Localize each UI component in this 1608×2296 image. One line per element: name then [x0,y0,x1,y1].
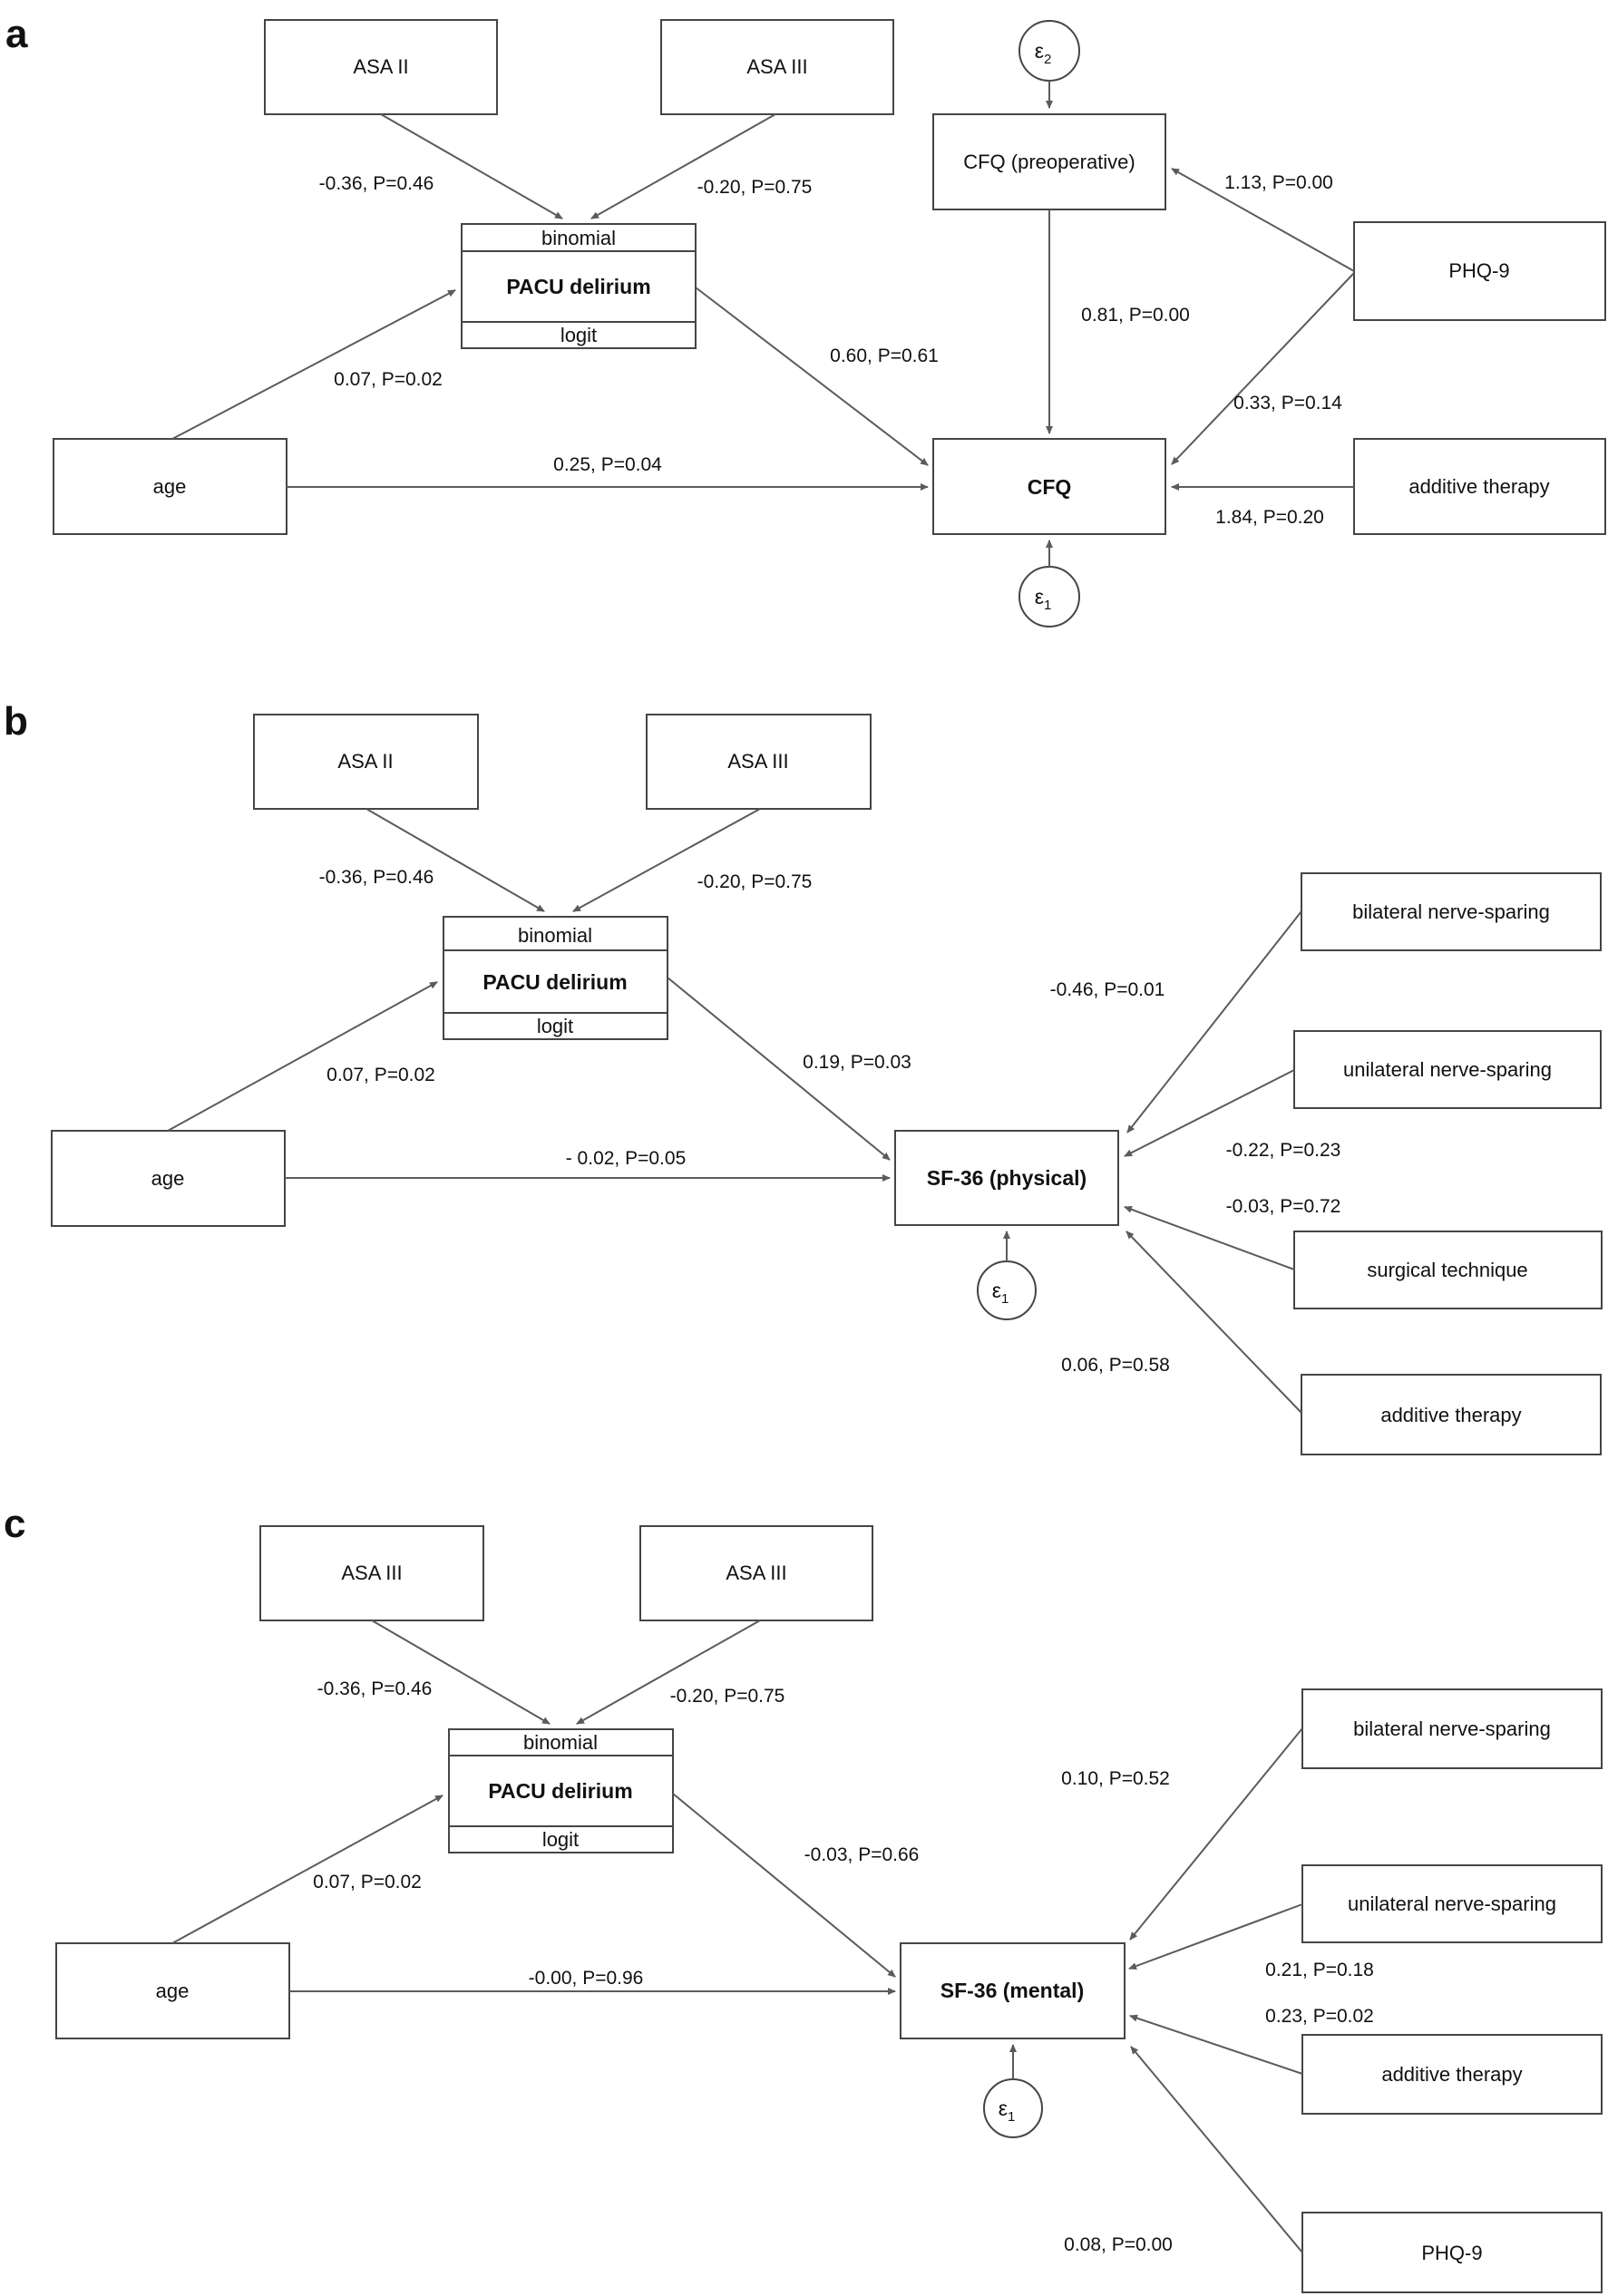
age-pacu-arrow-a [172,290,455,439]
asa3-pacu-arrow-a [591,114,775,219]
epsilon1-label-a: $\varepsilon_1$ [1034,585,1052,613]
edge-label-asa3l-pacu-c: -0.36, P=0.46 [317,1678,433,1699]
asa2-label-b: ASA II [337,750,394,773]
age-pacu-arrow-c [172,1795,443,1943]
edge-label-additive-cfq-a: 1.84, P=0.20 [1215,507,1324,528]
edge-label-age-pacu-a: 0.07, P=0.02 [334,369,443,390]
pacu-logit-b: logit [536,1015,574,1037]
unilateral-label-c: unilateral nerve-sparing [1348,1892,1556,1915]
bilateral-sf36-arrow-b [1127,911,1301,1133]
edge-label-age-cfq-a: 0.25, P=0.04 [553,454,662,475]
pacu-logit-a: logit [560,324,598,346]
edge-label-age-pacu-c: 0.07, P=0.02 [313,1872,422,1892]
pacu-title-c: PACU delirium [488,1779,633,1803]
edge-label-asa2-pacu-a: -0.36, P=0.46 [318,173,434,194]
pacu-title-a: PACU delirium [506,275,651,298]
edge-label-bilateral-sf36-b: -0.46, P=0.01 [1049,979,1165,1000]
bilateral-label-c: bilateral nerve-sparing [1353,1717,1551,1740]
pacu-cfq-arrow-a [696,287,928,465]
additive-sf36-arrow-b [1126,1231,1301,1413]
edge-label-age-sf36-b: - 0.02, P=0.05 [565,1148,687,1169]
age-label-b: age [151,1167,185,1190]
edge-label-phq9-cfq-a: 0.33, P=0.14 [1233,393,1342,413]
phq9-cfq-arrow-a [1172,273,1354,464]
asa2-pacu-arrow-b [366,809,544,911]
edge-label-asa3-pacu-b: -0.20, P=0.75 [697,871,813,892]
pacu-binomial-c: binomial [523,1731,598,1754]
epsilon1-label-b: $\varepsilon_1$ [991,1279,1009,1307]
edge-label-unilateral-sf36-c: 0.21, P=0.18 [1265,1960,1374,1980]
asa2-label-a: ASA II [353,55,409,78]
sf36-label-b: SF-36 (physical) [926,1166,1087,1190]
surgical-label-b: surgical technique [1367,1259,1528,1281]
asa3-pacu-arrow-b [573,809,760,911]
pacu-binomial-a: binomial [541,227,616,249]
asa2-pacu-arrow-a [381,114,562,219]
epsilon1-circle-c [984,2079,1042,2137]
age-label-a: age [152,475,187,498]
epsilon2-label-a: $\varepsilon_2$ [1034,39,1052,67]
asa3r-pacu-arrow-c [577,1620,760,1724]
asa3l-pacu-arrow-c [372,1620,550,1724]
edge-label-phq9-cfqpre-a: 1.13, P=0.00 [1224,172,1333,193]
panel-a-letter: a [5,12,28,56]
phq9-label-c: PHQ-9 [1421,2242,1483,2264]
additive-label-a: additive therapy [1408,475,1550,498]
asa3-right-label-c: ASA III [726,1561,787,1584]
edge-label-asa2-pacu-b: -0.36, P=0.46 [318,867,434,888]
bilateral-sf36-arrow-c [1130,1728,1302,1940]
edge-label-pacu-sf36-b: 0.19, P=0.03 [803,1052,911,1073]
additive-label-c: additive therapy [1381,2063,1523,2086]
panel-b-letter: b [4,699,28,744]
edge-label-asa3r-pacu-c: -0.20, P=0.75 [669,1686,785,1707]
edge-label-bilateral-sf36-c: 0.10, P=0.52 [1061,1768,1170,1789]
pacu-title-b: PACU delirium [482,970,628,994]
edge-label-age-pacu-b: 0.07, P=0.02 [326,1065,435,1085]
unilateral-label-b: unilateral nerve-sparing [1343,1058,1552,1081]
epsilon1-circle-a [1019,567,1079,627]
cfq-label-a: CFQ [1027,475,1072,499]
edge-label-unilateral-sf36-b: -0.22, P=0.23 [1225,1140,1341,1161]
edge-label-additive-sf36-b: 0.06, P=0.58 [1061,1355,1170,1376]
pacu-logit-c: logit [541,1828,580,1851]
edge-label-phq9-sf36-c: 0.08, P=0.00 [1064,2234,1173,2255]
edge-label-asa3-pacu-a: -0.20, P=0.75 [697,177,813,198]
age-label-c: age [155,1980,190,2002]
edge-label-pacu-cfq-a: 0.60, P=0.61 [830,345,939,366]
phq9-sf36-arrow-c [1131,2047,1302,2252]
age-pacu-arrow-b [168,982,437,1131]
edge-label-additive-sf36-c: 0.23, P=0.02 [1265,2006,1374,2027]
edge-label-surgical-sf36-b: -0.03, P=0.72 [1225,1196,1341,1217]
asa3-label-b: ASA III [727,750,789,773]
epsilon1-label-c: $\varepsilon_1$ [998,2097,1016,2125]
pacu-sf36-arrow-c [673,1794,895,1977]
epsilon2-circle-a [1019,21,1079,81]
phq9-label-a: PHQ-9 [1448,259,1510,282]
pacu-binomial-b: binomial [518,924,592,947]
edge-label-pacu-sf36-c: -0.03, P=0.66 [804,1844,920,1865]
additive-label-b: additive therapy [1380,1404,1522,1426]
edge-label-cfqpre-cfq-a: 0.81, P=0.00 [1081,305,1190,326]
sf36-label-c: SF-36 (mental) [940,1979,1085,2002]
edge-label-age-sf36-c: -0.00, P=0.96 [528,1968,644,1989]
bilateral-label-b: bilateral nerve-sparing [1352,900,1550,923]
panel-c-letter: c [4,1502,26,1546]
epsilon1-circle-b [978,1261,1036,1319]
asa3-left-label-c: ASA III [341,1561,403,1584]
asa3-label-a: ASA III [746,55,808,78]
cfq-pre-label-a: CFQ (preoperative) [963,151,1135,173]
